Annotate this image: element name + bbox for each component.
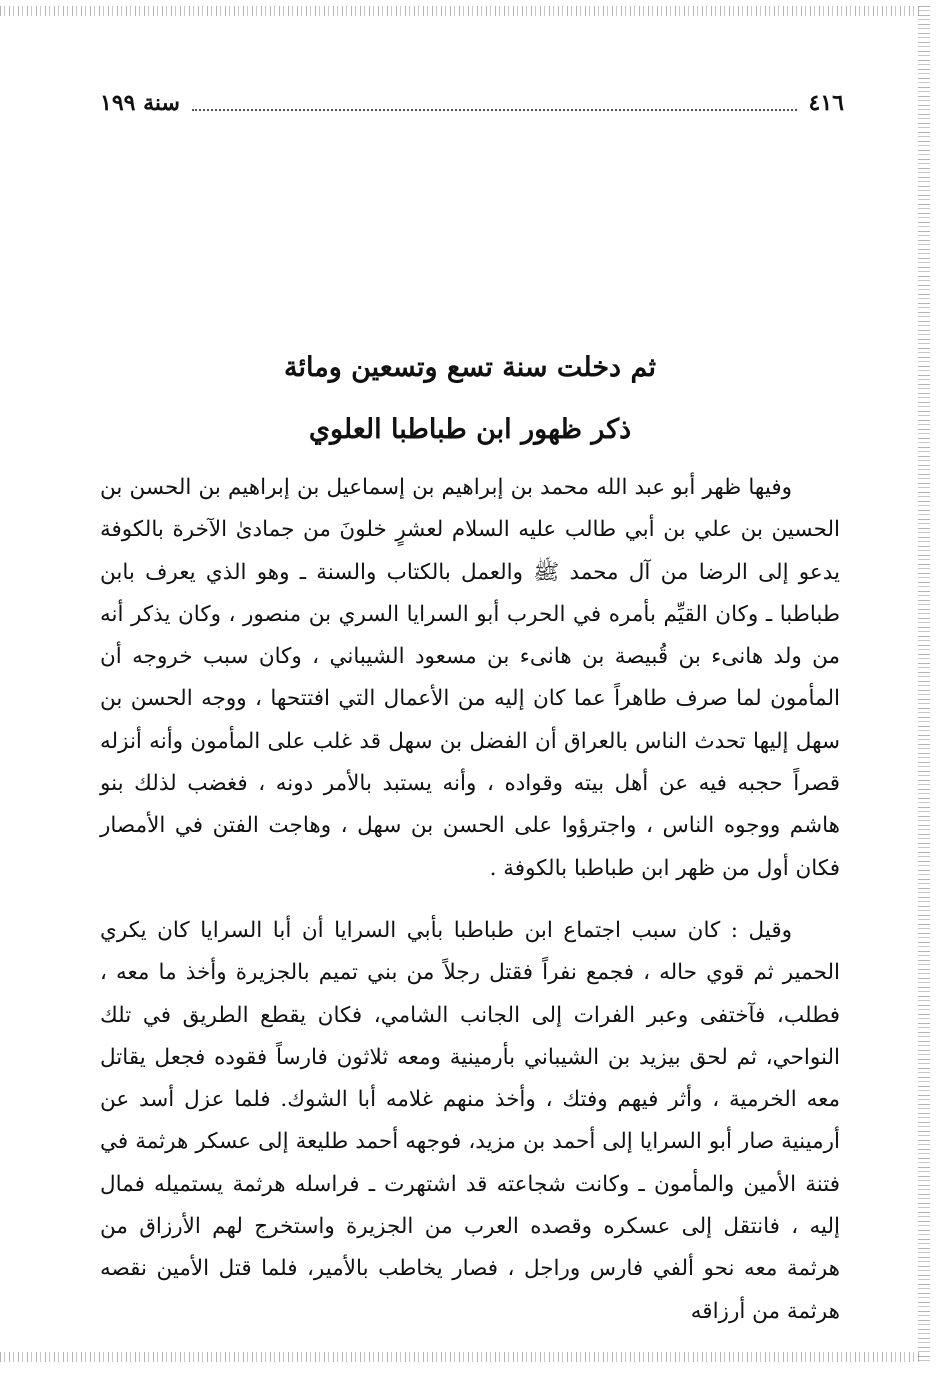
- paragraph-2: وقيل : كان سبب اجتماع ابن طباطبا بأبي السرايا أن أبا السرايا كان يكري الحمير ثم قوي حاله ، فجمع نفراً فقتل رجلاً من بني تميم بالجزيرة وأخذ ما معه ، فطلب، فآختفى وعبر الفرات إلى الجانب الشامي، فكان يقطع الطريق في تلك النواحي، ثم لحق بيزيد بن الشيباني بأرمينية ومعه ثلاثون فارساً فقوده فجعل يقاتل معه الخرمية ، وأثر فيهم وفتك ، وأخذ منهم غلامه أبا الشوك. فلما عزل أسد عن أرمينية صار أبو السرايا إلى أحمد بن مزيد، فوجهه أحمد طليعة إلى عسكر هرثمة في فتنة الأمين والمأمون ـ وكانت شجاعته قد اشتهرت ـ فراسله هرثمة يستميله فمال إليه ، فانتقل إلى عسكره وقصده العرب من الجزيرة واستخرج لهم الأرزاق من هرثمة معه نحو ألفي فارس وراجل ، فصار يخاطب بالأمير، فلما قتل الأمين نقصه هرثمة من أرزاقه: [100, 918, 840, 1324]
- paragraph-1: وفيها ظهر أبو عبد الله محمد بن إبراهيم بن إسماعيل بن إبراهيم بن الحسن بن الحسين بن علي بن أبي طالب عليه السلام لعشرٍ خلونَ من جمادىٰ الآخرة بالكوفة يدعو إلى الرضا من آل محمد ﷺ والعمل بالكتاب والسنة ـ وهو الذي يعرف بابن طباطبا ـ وكان القيِّم بأمره في الحرب أبو السرايا السري بن منصور ، وكان يذكر أنه من ولد هانىء بن قُبيصة بن هانىء بن مسعود الشيباني ، وكان سبب خروجه أن المأمون لما صرف طاهراً عما كان إليه من الأعمال التي افتتحها ، ووجه الحسن بن سهل إليها تحدث الناس بالعراق أن الفضل بن سهل قد غلب على المأمون وأنه أنزله قصراً حجبه فيه عن أهل بيته وقواده ، وأنه يستبد بالأمر دونه ، فغضب لذلك بنو هاشم ووجوه الناس ، واجترؤوا على الحسن بن سهل ، وهاجت الفتن في الأمصار فكان أول من ظهر ابن طباطبا بالكوفة .: [100, 475, 840, 881]
- section-subtitle: ذكر ظهور ابن طباطبا العلوي: [308, 414, 632, 445]
- chapter-title: ثم دخلت سنة تسع وتسعين ومائة: [284, 352, 656, 383]
- right-ornamental-border: [918, 6, 930, 1362]
- header-dotted-leader: [192, 95, 797, 111]
- running-title: سنة ١٩٩: [100, 90, 180, 116]
- page-header: [100, 86, 844, 120]
- top-ornamental-border: [0, 6, 920, 16]
- page-number: ٤١٦: [808, 90, 844, 116]
- bottom-ornamental-border: [0, 1352, 920, 1362]
